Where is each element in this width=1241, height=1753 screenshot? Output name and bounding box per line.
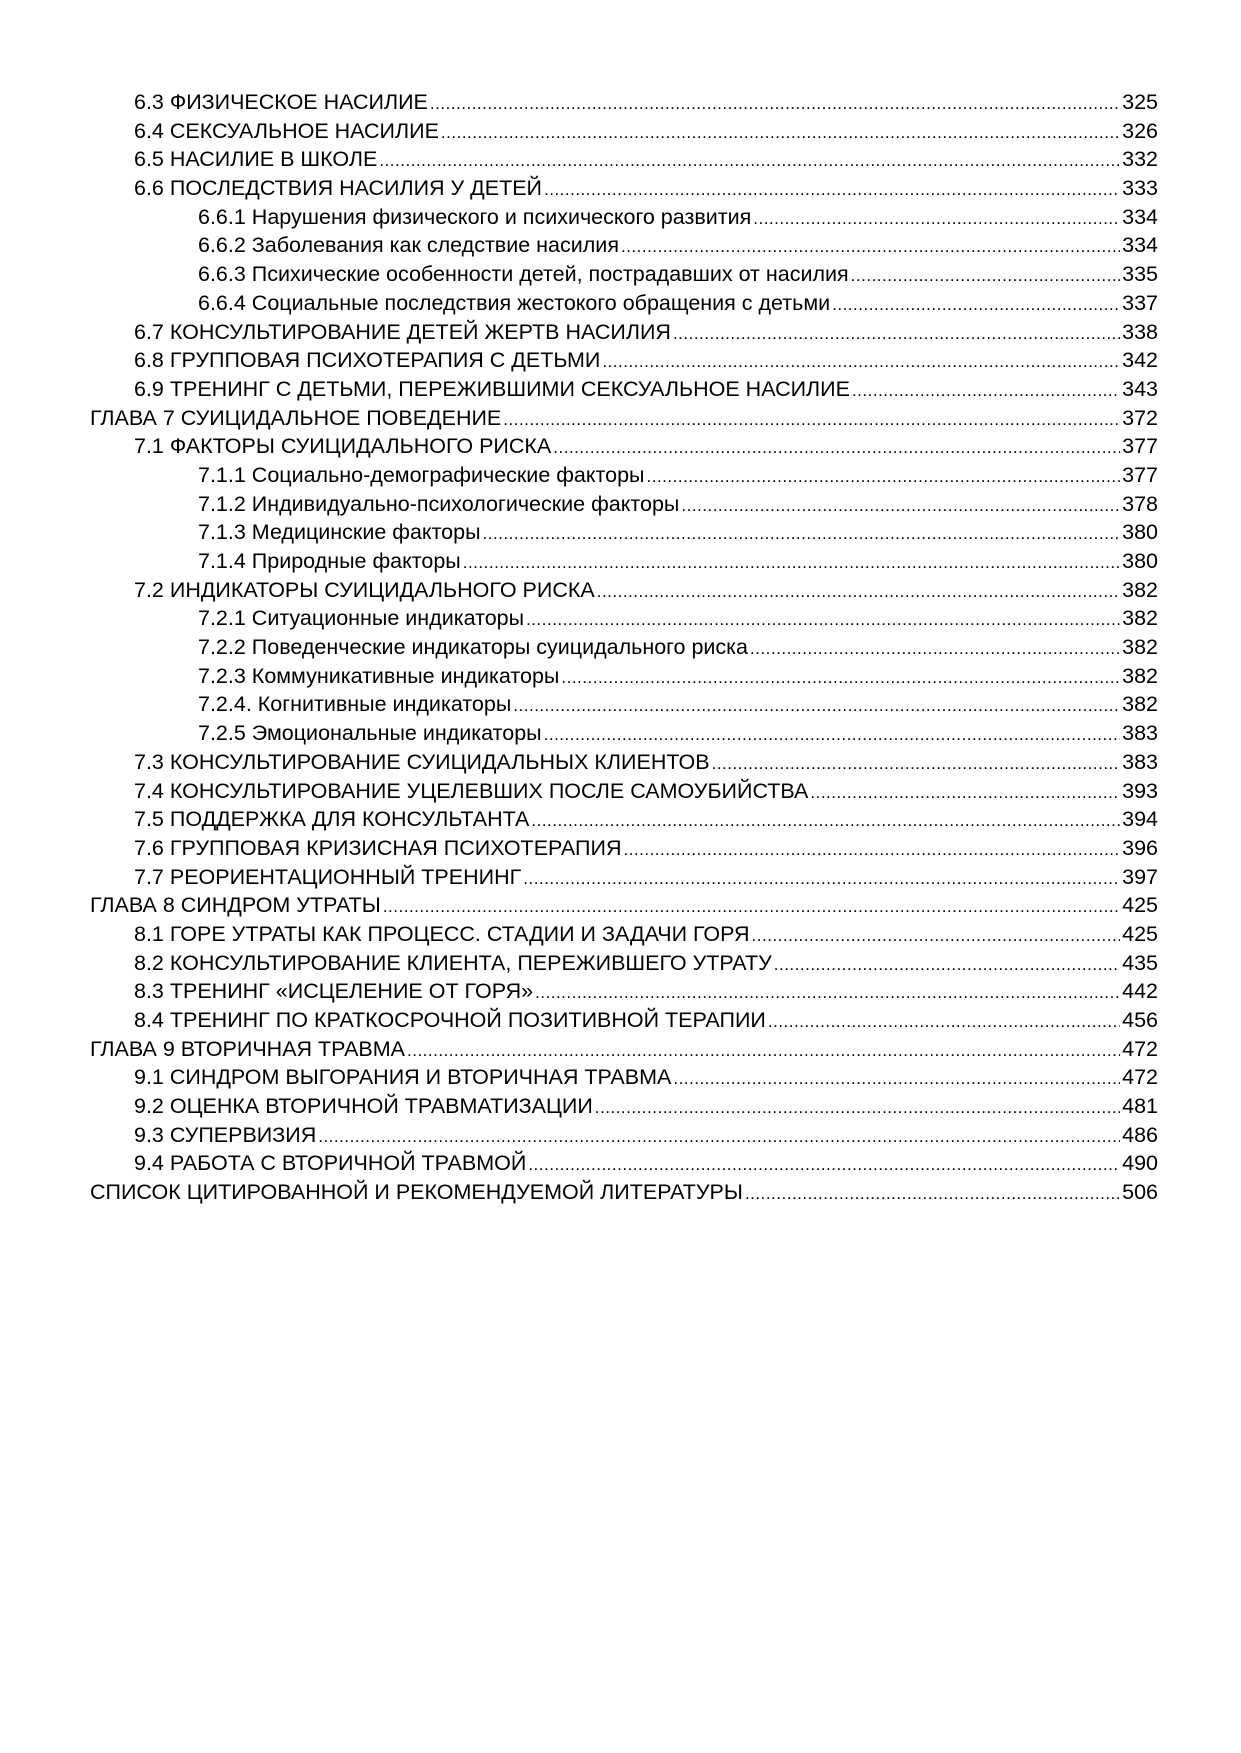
toc-entry-page-number: 442 bbox=[1122, 979, 1158, 1004]
toc-entry[interactable] bbox=[90, 117, 1158, 146]
toc-dot-leader bbox=[753, 205, 1120, 232]
toc-entry-title: 8.4 ТРЕНИНГ ПО КРАТКОСРОЧНОЙ ПОЗИТИВНОЙ ТЕРАПИИ bbox=[134, 1008, 766, 1032]
toc-entry-page-number: 425 bbox=[1122, 921, 1158, 946]
toc-entry[interactable] bbox=[90, 576, 1158, 605]
toc-dot-leader bbox=[523, 865, 1120, 892]
toc-entry-title: 7.2.4. Когнитивные индикаторы bbox=[198, 692, 512, 717]
toc-entry-title: 7.2.5 Эмоциональные индикаторы bbox=[198, 721, 542, 746]
toc-dot-leader bbox=[623, 836, 1120, 863]
toc-dot-leader bbox=[774, 951, 1120, 978]
toc-entry[interactable] bbox=[90, 863, 1158, 892]
toc-dot-leader bbox=[441, 119, 1120, 146]
toc-entry-title: 8.3 ТРЕНИНГ «ИСЦЕЛЕНИЕ ОТ ГОРЯ» bbox=[134, 979, 534, 1004]
toc-entry[interactable] bbox=[90, 949, 1158, 978]
toc-entry-page-number: 334 bbox=[1122, 233, 1158, 258]
toc-entry-title: 6.6.1 Нарушения физического и психического развития bbox=[198, 204, 752, 229]
toc-entry-title: 9.4 РАБОТА С ВТОРИЧНОЙ ТРАВМОЙ bbox=[134, 1151, 527, 1176]
toc-entry-title: 6.6 ПОСЛЕДСТВИЯ НАСИЛИЯ У ДЕТЕЙ bbox=[134, 176, 542, 201]
toc-entry-title: 7.2.2 Поведенческие индикаторы суицидального риска bbox=[198, 635, 749, 660]
toc-entry-page-number: 326 bbox=[1122, 118, 1158, 143]
toc-dot-leader bbox=[768, 1008, 1120, 1035]
toc-entry-page-number: 334 bbox=[1122, 204, 1158, 229]
toc-entry[interactable] bbox=[90, 1006, 1158, 1035]
toc-dot-leader bbox=[528, 1151, 1120, 1178]
toc-entry-page-number: 383 bbox=[1122, 749, 1158, 774]
toc-entry-page-number: 343 bbox=[1122, 376, 1158, 401]
toc-dot-leader bbox=[673, 320, 1120, 347]
toc-entry-page-number: 382 bbox=[1122, 606, 1158, 631]
toc-dot-leader bbox=[513, 692, 1120, 719]
toc-dot-leader bbox=[430, 90, 1120, 117]
toc-dot-leader bbox=[673, 1065, 1120, 1092]
toc-entry-page-number: 342 bbox=[1122, 348, 1158, 373]
toc-entry-title: 7.1.2 Индивидуально-психологические факторы bbox=[198, 491, 680, 516]
toc-entry-page-number: 397 bbox=[1122, 864, 1158, 889]
toc-entry-page-number: 382 bbox=[1122, 635, 1158, 660]
toc-dot-leader bbox=[832, 291, 1120, 318]
toc-entry-title: 8.1 ГОРЕ УТРАТЫ КАК ПРОЦЕСС. СТАДИИ И ЗАДАЧИ ГОРЯ bbox=[134, 921, 750, 946]
toc-entry-title: 6.3 ФИЗИЧЕСКОЕ НАСИЛИЕ bbox=[134, 90, 428, 114]
toc-entry[interactable] bbox=[90, 432, 1158, 461]
toc-dot-leader bbox=[318, 1123, 1120, 1150]
toc-entry[interactable] bbox=[90, 346, 1158, 375]
toc-dot-leader bbox=[602, 348, 1120, 375]
toc-entry-page-number: 435 bbox=[1122, 950, 1158, 975]
toc-dot-leader bbox=[595, 1094, 1120, 1121]
toc-entry-page-number: 332 bbox=[1122, 147, 1158, 172]
toc-entry-title: 6.4 СЕКСУАЛЬНОЕ НАСИЛИЕ bbox=[134, 118, 439, 143]
toc-dot-leader bbox=[383, 893, 1120, 920]
toc-entry-page-number: 396 bbox=[1122, 835, 1158, 860]
toc-dot-leader bbox=[750, 635, 1120, 662]
toc-dot-leader bbox=[810, 779, 1120, 806]
toc-entry-title: ГЛАВА 9 ВТОРИЧНАЯ ТРАВМА bbox=[90, 1036, 406, 1061]
toc-entry-page-number: 486 bbox=[1122, 1122, 1158, 1147]
toc-entry[interactable] bbox=[90, 490, 1158, 519]
toc-entry-title: 7.5 ПОДДЕРЖКА ДЛЯ КОНСУЛЬТАНТА bbox=[134, 807, 530, 832]
toc-entry-title: 6.6.3 Психические особенности детей, пострадавших от насилия bbox=[198, 262, 849, 287]
toc-entry[interactable] bbox=[90, 977, 1158, 1006]
toc-dot-leader bbox=[544, 721, 1120, 748]
toc-entry-page-number: 380 bbox=[1122, 549, 1158, 573]
toc-entry-title: 7.2.1 Ситуационные индикаторы bbox=[198, 606, 525, 631]
toc-dot-leader bbox=[681, 492, 1120, 519]
toc-entry-page-number: 382 bbox=[1122, 692, 1158, 717]
toc-entry-page-number: 456 bbox=[1122, 1008, 1158, 1032]
toc-entry-title: 9.1 СИНДРОМ ВЫГОРАНИЯ И ВТОРИЧНАЯ ТРАВМА bbox=[134, 1065, 672, 1090]
toc-entry-title: 8.2 КОНСУЛЬТИРОВАНИЕ КЛИЕНТА, ПЕРЕЖИВШЕГО УТРАТУ bbox=[134, 950, 772, 975]
toc-entry[interactable] bbox=[90, 1063, 1158, 1092]
toc-entry-page-number: 481 bbox=[1122, 1094, 1158, 1119]
toc-dot-leader bbox=[483, 520, 1121, 547]
toc-entry-title: 7.3 КОНСУЛЬТИРОВАНИЕ СУИЦИДАЛЬНЫХ КЛИЕНТОВ bbox=[134, 749, 710, 774]
toc-dot-leader bbox=[621, 233, 1120, 260]
toc-entry-page-number: 380 bbox=[1122, 520, 1158, 545]
toc-entry-page-number: 337 bbox=[1122, 290, 1158, 315]
toc-dot-leader bbox=[535, 979, 1120, 1006]
toc-dot-leader bbox=[526, 606, 1120, 633]
toc-entry[interactable] bbox=[90, 289, 1158, 318]
toc-entry-title: 7.2.3 Коммуникативные индикаторы bbox=[198, 663, 560, 688]
toc-entry[interactable] bbox=[90, 604, 1158, 633]
toc-dot-leader bbox=[852, 377, 1120, 404]
toc-entry[interactable] bbox=[90, 203, 1158, 232]
toc-entry-page-number: 472 bbox=[1122, 1036, 1158, 1061]
toc-dot-leader bbox=[561, 664, 1120, 691]
toc-entry-page-number: 377 bbox=[1122, 462, 1158, 487]
toc-entry-page-number: 382 bbox=[1122, 577, 1158, 602]
toc-entry-title: 7.1 ФАКТОРЫ СУИЦИДАЛЬНОГО РИСКА bbox=[134, 434, 552, 459]
toc-entry-page-number: 382 bbox=[1122, 663, 1158, 688]
toc-dot-leader bbox=[544, 176, 1120, 203]
toc-entry-title: 6.6.4 Социальные последствия жестокого обращения с детьми bbox=[198, 290, 831, 315]
toc-entry-page-number: 393 bbox=[1122, 778, 1158, 803]
toc-entry-page-number: 383 bbox=[1122, 721, 1158, 746]
toc-dot-leader bbox=[503, 406, 1120, 433]
toc-entry[interactable] bbox=[90, 1178, 1158, 1207]
toc-entry-page-number: 338 bbox=[1122, 319, 1158, 344]
toc-entry-title: 7.6 ГРУППОВАЯ КРИЗИСНАЯ ПСИХОТЕРАПИЯ bbox=[134, 835, 622, 860]
toc-entry-title: 6.6.2 Заболевания как следствие насилия bbox=[198, 233, 619, 258]
toc-entry-title: 6.9 ТРЕНИНГ С ДЕТЬМИ, ПЕРЕЖИВШИМИ СЕКСУАЛЬНОЕ НАСИЛИЕ bbox=[134, 376, 850, 401]
toc-entry-title: 6.8 ГРУППОВАЯ ПСИХОТЕРАПИЯ С ДЕТЬМИ bbox=[134, 348, 601, 373]
toc-entry-title: 7.1.1 Социально-демографические факторы bbox=[198, 462, 645, 487]
toc-entry[interactable] bbox=[90, 260, 1158, 289]
toc-entry-title: 9.3 СУПЕРВИЗИЯ bbox=[134, 1122, 317, 1147]
toc-entry[interactable] bbox=[90, 231, 1158, 260]
toc-entry[interactable] bbox=[90, 690, 1158, 719]
toc-entry[interactable] bbox=[90, 518, 1158, 547]
toc-dot-leader bbox=[407, 1037, 1120, 1064]
toc-dot-leader bbox=[647, 463, 1121, 490]
toc-dot-leader bbox=[752, 922, 1121, 949]
toc-entry[interactable] bbox=[90, 547, 1158, 576]
toc-entry[interactable] bbox=[90, 375, 1158, 404]
toc-entry-page-number: 506 bbox=[1122, 1180, 1158, 1205]
toc-entry-page-number: 325 bbox=[1122, 90, 1158, 114]
toc-entry[interactable] bbox=[90, 719, 1158, 748]
toc-entry-title: 7.1.3 Медицинские факторы bbox=[198, 520, 481, 545]
toc-entry-title: ГЛАВА 8 СИНДРОМ УТРАТЫ bbox=[90, 893, 381, 918]
toc-dot-leader bbox=[712, 750, 1121, 777]
toc-entry[interactable] bbox=[90, 1092, 1158, 1121]
toc-entry[interactable] bbox=[90, 1121, 1158, 1150]
toc-dot-leader bbox=[553, 434, 1120, 461]
toc-entry-title: 7.4 КОНСУЛЬТИРОВАНИЕ УЦЕЛЕВШИХ ПОСЛЕ САМОУБИЙСТВА bbox=[134, 778, 809, 803]
toc-dot-leader bbox=[531, 807, 1120, 834]
toc-entry[interactable] bbox=[90, 145, 1158, 174]
toc-entry-page-number: 335 bbox=[1122, 262, 1158, 287]
toc-entry-title: 7.7 РЕОРИЕНТАЦИОННЫЙ ТРЕНИНГ bbox=[134, 864, 522, 889]
toc-entry-page-number: 490 bbox=[1122, 1151, 1158, 1176]
toc-entry[interactable] bbox=[90, 461, 1158, 490]
toc-entry-title: ГЛАВА 7 СУИЦИДАЛЬНОЕ ПОВЕДЕНИЕ bbox=[90, 405, 502, 430]
toc-entry[interactable] bbox=[90, 174, 1158, 203]
toc-entry[interactable] bbox=[90, 88, 1158, 117]
toc-entry[interactable] bbox=[90, 834, 1158, 863]
toc-dot-leader bbox=[463, 549, 1120, 576]
toc-entry[interactable] bbox=[90, 748, 1158, 777]
toc-entry-page-number: 425 bbox=[1122, 893, 1158, 918]
toc-entry[interactable] bbox=[90, 404, 1158, 433]
toc-entry-title: 6.5 НАСИЛИЕ В ШКОЛЕ bbox=[134, 147, 378, 172]
toc-entry[interactable] bbox=[90, 662, 1158, 691]
toc-entry[interactable] bbox=[90, 318, 1158, 347]
toc-entry-page-number: 378 bbox=[1122, 491, 1158, 516]
toc-entry[interactable] bbox=[90, 633, 1158, 662]
toc-entry-title: 9.2 ОЦЕНКА ВТОРИЧНОЙ ТРАВМАТИЗАЦИИ bbox=[134, 1094, 593, 1119]
toc-entry[interactable] bbox=[90, 920, 1158, 949]
toc-entry-page-number: 333 bbox=[1122, 176, 1158, 201]
toc-entry-page-number: 377 bbox=[1122, 434, 1158, 459]
toc-entry-page-number: 472 bbox=[1122, 1065, 1158, 1090]
toc-entry[interactable] bbox=[90, 1035, 1158, 1064]
toc-entry-title: 6.7 КОНСУЛЬТИРОВАНИЕ ДЕТЕЙ ЖЕРТВ НАСИЛИЯ bbox=[134, 319, 671, 344]
toc-entry[interactable] bbox=[90, 891, 1158, 920]
toc-entry[interactable] bbox=[90, 1149, 1158, 1178]
toc-entry[interactable] bbox=[90, 777, 1158, 806]
toc-dot-leader bbox=[379, 147, 1120, 174]
toc-dot-leader bbox=[851, 262, 1120, 289]
toc-entry-title: 7.1.4 Природные факторы bbox=[198, 549, 461, 573]
toc-dot-leader bbox=[745, 1180, 1120, 1207]
toc-dot-leader bbox=[597, 578, 1120, 605]
toc-entry-page-number: 394 bbox=[1122, 807, 1158, 832]
table-of-contents bbox=[90, 88, 1158, 1207]
toc-entry[interactable] bbox=[90, 805, 1158, 834]
toc-entry-title: 7.2 ИНДИКАТОРЫ СУИЦИДАЛЬНОГО РИСКА bbox=[134, 577, 595, 602]
toc-entry-title: СПИСОК ЦИТИРОВАННОЙ И РЕКОМЕНДУЕМОЙ ЛИТЕРАТУРЫ bbox=[90, 1180, 743, 1205]
toc-entry-page-number: 372 bbox=[1122, 405, 1158, 430]
